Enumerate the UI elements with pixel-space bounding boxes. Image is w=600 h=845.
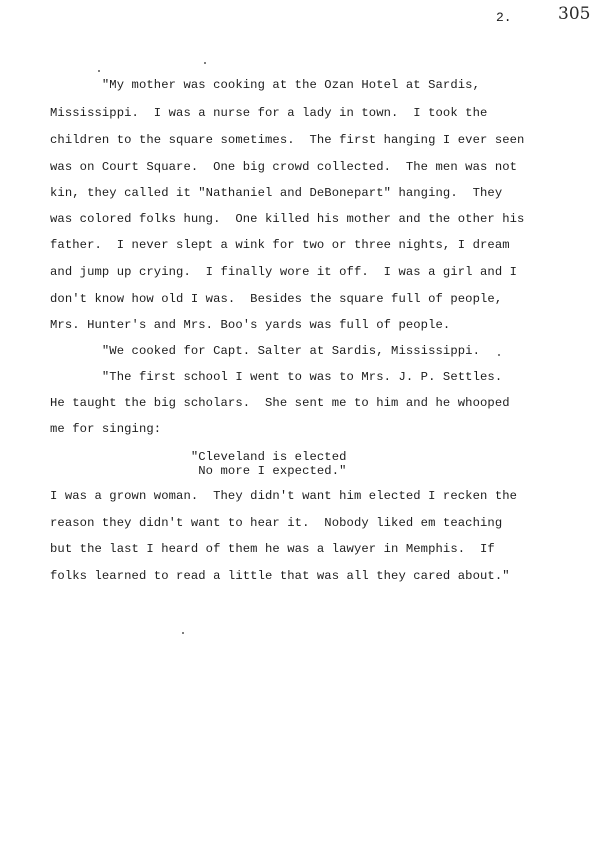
- text-line: I was a grown woman. They didn't want him elected I recken the: [50, 489, 518, 503]
- page-number: 2.: [496, 10, 512, 25]
- text-line: Mississippi. I was a nurse for a lady in town. I took the: [50, 106, 488, 120]
- text-line: me for singing:: [50, 422, 162, 436]
- text-line: father. I never slept a wink for two or three nights, I dream: [50, 238, 510, 252]
- text-line: "The first school I went to was to Mrs. J. P. Settles.: [50, 370, 503, 384]
- text-line: "We cooked for Capt. Salter at Sardis, Mississippi.: [50, 344, 480, 358]
- text-line: don't know how old I was. Besides the square full of people,: [50, 292, 503, 306]
- verse-line: "Cleveland is elected: [50, 450, 347, 464]
- text-line: reason they didn't want to hear it. Nobody liked em teaching: [50, 516, 503, 530]
- scan-speck: [498, 354, 500, 356]
- text-line: and jump up crying. I finally wore it off. I was a girl and I: [50, 265, 518, 279]
- text-line: was colored folks hung. One killed his mother and the other his: [50, 212, 525, 226]
- text-line: was on Court Square. One big crowd collected. The men was not: [50, 160, 518, 174]
- scan-speck: [204, 62, 206, 64]
- text-line: "My mother was cooking at the Ozan Hotel at Sardis,: [50, 78, 480, 92]
- stamped-page-number: 305: [558, 4, 591, 24]
- verse-line: No more I expected.": [50, 464, 347, 478]
- text-line: folks learned to read a little that was all they cared about.": [50, 569, 510, 583]
- text-line: kin, they called it "Nathaniel and DeBonepart" hanging. They: [50, 186, 503, 200]
- scan-speck: [182, 632, 184, 634]
- scan-speck: [98, 70, 100, 72]
- text-line: children to the square sometimes. The first hanging I ever seen: [50, 133, 525, 147]
- text-line: Mrs. Hunter's and Mrs. Boo's yards was full of people.: [50, 318, 451, 332]
- text-line: but the last I heard of them he was a lawyer in Memphis. If: [50, 542, 495, 556]
- text-line: He taught the big scholars. She sent me to him and he whooped: [50, 396, 510, 410]
